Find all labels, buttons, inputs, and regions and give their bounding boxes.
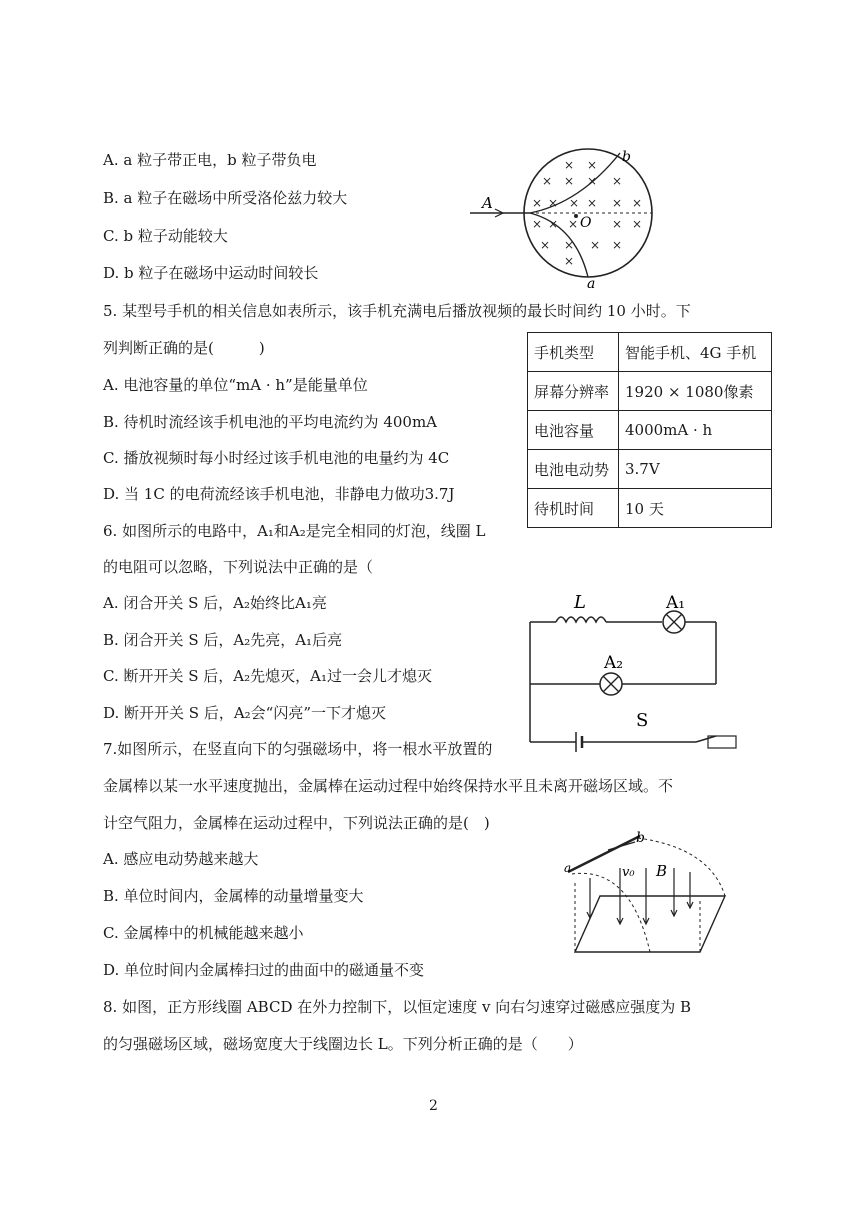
svg-text:×: ×	[564, 158, 575, 172]
svg-text:×: ×	[590, 238, 601, 252]
table-row	[528, 372, 772, 411]
metal-rod-field-figure	[560, 828, 730, 968]
label-rod-a: a	[564, 861, 572, 875]
label-inductor: L	[574, 592, 586, 613]
q7-stem-line1: 7.如图所示，在竖直向下的匀强磁场中，将一根水平放置的	[103, 740, 493, 758]
svg-text:×: ×	[532, 217, 543, 231]
svg-text:×: ×	[569, 196, 580, 210]
q7-option-b: B. 单位时间内，金属棒的动量增量变大	[103, 887, 364, 905]
q7-stem-line3: 计空气阻力，金属棒在运动过程中，下列说法正确的是( )	[103, 814, 490, 832]
label-a-entry: A	[482, 194, 493, 212]
label-b-particle: b	[622, 149, 631, 165]
q4-option-b: B. a 粒子在磁场中所受洛伦兹力较大	[103, 189, 348, 207]
q6-option-a: A. 闭合开关 S 后，A₂始终比A₁亮	[103, 594, 327, 612]
table-cell: 电池电动势	[528, 450, 619, 489]
svg-text:×: ×	[632, 217, 643, 231]
q5-option-a: A. 电池容量的单位“mA · h”是能量单位	[103, 376, 368, 394]
table-cell: 4000mA · h	[619, 411, 772, 450]
table-cell: 1920 × 1080像素	[619, 372, 772, 411]
q4-option-a: A. a 粒子带正电，b 粒子带负电	[103, 151, 317, 169]
table-cell: 智能手机、4G 手机	[619, 333, 772, 372]
svg-text:×: ×	[612, 174, 623, 188]
q7-option-a: A. 感应电动势越来越大	[103, 850, 259, 868]
q4-option-d: D. b 粒子在磁场中运动时间较长	[103, 264, 319, 282]
q6-option-d: D. 断开开关 S 后，A₂会“闪亮”一下才熄灭	[103, 704, 387, 722]
q5-stem-line2: 列判断正确的是( )	[103, 339, 265, 357]
svg-text:×: ×	[612, 217, 623, 231]
label-a-particle: a	[587, 276, 596, 290]
magnetic-field-circle-figure	[470, 145, 670, 290]
label-switch: S	[636, 710, 649, 731]
phone-spec-table	[527, 332, 772, 528]
svg-text:×: ×	[587, 196, 598, 210]
svg-text:×: ×	[612, 238, 623, 252]
page-number: 2	[429, 1098, 438, 1114]
q8-stem-line1: 8. 如图，正方形线圈 ABCD 在外力控制下，以恒定速度 v 向右匀速穿过磁感应强度为 B	[103, 998, 692, 1016]
svg-text:×: ×	[564, 254, 575, 268]
svg-text:×: ×	[532, 196, 543, 210]
label-field-b: B	[656, 862, 668, 880]
svg-text:×: ×	[587, 158, 598, 172]
svg-text:×: ×	[564, 174, 575, 188]
q7-option-d: D. 单位时间内金属棒扫过的曲面中的磁通量不变	[103, 961, 425, 979]
table-cell: 3.7V	[619, 450, 772, 489]
q4-option-c: C. b 粒子动能较大	[103, 227, 228, 245]
q6-option-b: B. 闭合开关 S 后，A₂先亮，A₁后亮	[103, 631, 343, 649]
q6-stem-line1: 6. 如图所示的电路中，A₁和A₂是完全相同的灯泡，线圈 L	[103, 522, 486, 540]
table-row	[528, 333, 772, 372]
svg-text:×: ×	[548, 196, 559, 210]
q5-option-c: C. 播放视频时每小时经过该手机电池的电量约为 4C	[103, 449, 450, 467]
q6-stem-line2: 的电阻可以忽略，下列说法中正确的是（	[103, 558, 374, 576]
table-cell: 待机时间	[528, 489, 619, 528]
table-row	[528, 489, 772, 528]
q5-option-d: D. 当 1C 的电荷流经该手机电池，非静电力做功3.7J	[103, 485, 455, 503]
q7-option-c: C. 金属棒中的机械能越来越小	[103, 924, 304, 942]
table-row	[528, 450, 772, 489]
q5-option-b: B. 待机时流经该手机电池的平均电流约为 400mA	[103, 413, 438, 431]
svg-text:×: ×	[612, 196, 623, 210]
svg-text:×: ×	[587, 174, 598, 188]
svg-text:×: ×	[540, 238, 551, 252]
circuit-diagram-figure	[520, 590, 745, 755]
table-row	[528, 411, 772, 450]
svg-text:×: ×	[542, 174, 553, 188]
svg-text:×: ×	[632, 196, 643, 210]
q7-stem-line2: 金属棒以某一水平速度抛出，金属棒在运动过程中始终保持水平且未离开磁场区域。不	[103, 777, 674, 795]
q5-stem-line1: 5. 某型号手机的相关信息如表所示，该手机充满电后播放视频的最长时间约 10 小时。下	[103, 302, 691, 320]
label-rod-b: b	[636, 830, 645, 846]
q6-option-c: C. 断开开关 S 后，A₂先熄灭，A₁过一会儿才熄灭	[103, 667, 432, 685]
label-lamp-a1: A₁	[666, 593, 686, 613]
table-cell: 屏幕分辨率	[528, 372, 619, 411]
svg-text:×: ×	[564, 238, 575, 252]
svg-text:×: ×	[568, 217, 579, 231]
table-cell: 10 天	[619, 489, 772, 528]
label-o-center: O	[580, 215, 592, 231]
table-cell: 手机类型	[528, 333, 619, 372]
q8-stem-line2: 的匀强磁场区域，磁场宽度大于线圈边长 L。下列分析正确的是（ ）	[103, 1035, 583, 1053]
label-velocity: v₀	[622, 865, 635, 880]
label-lamp-a2: A₂	[604, 653, 624, 673]
svg-text:×: ×	[548, 217, 559, 231]
table-cell: 电池容量	[528, 411, 619, 450]
